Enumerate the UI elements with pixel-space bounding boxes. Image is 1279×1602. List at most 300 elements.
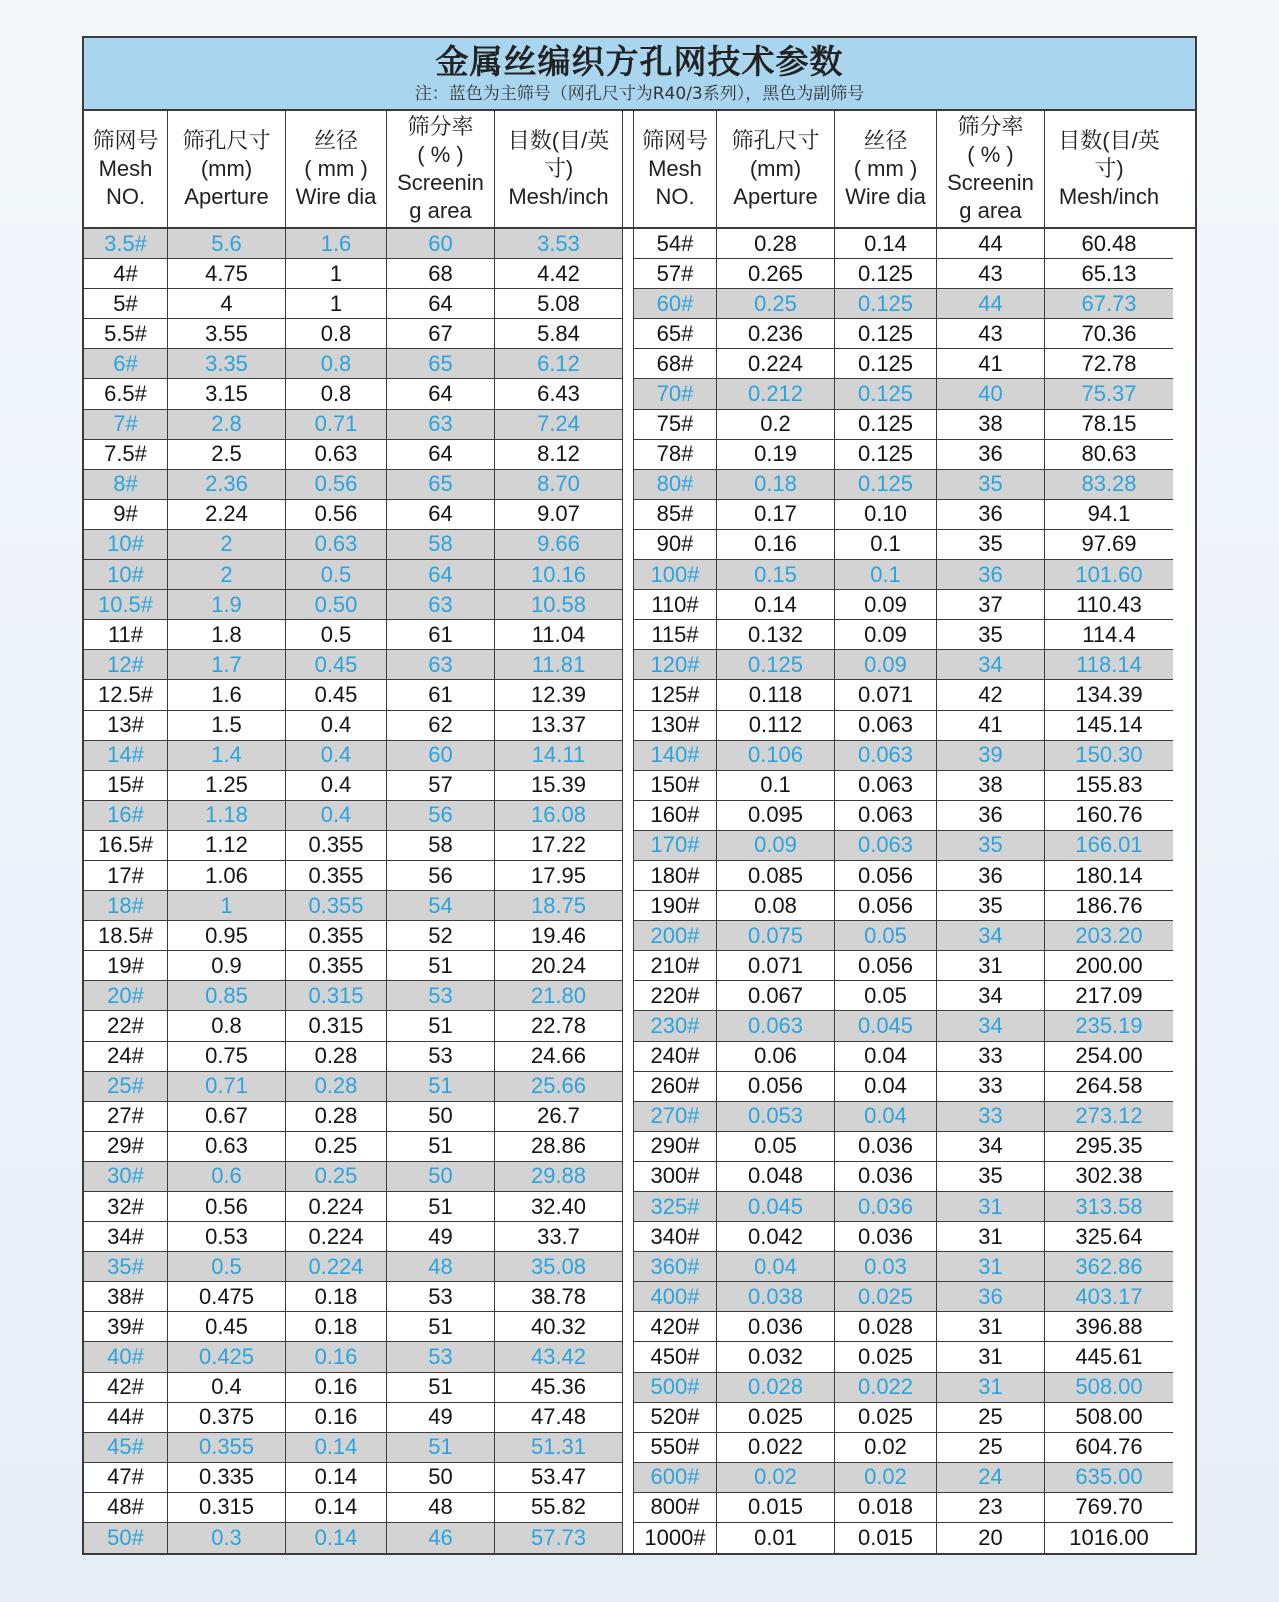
cell-mesh-per-inch: 60.48	[1045, 229, 1173, 258]
cell-aperture: 1.7	[168, 650, 286, 679]
cell-screening-area: 36	[937, 801, 1045, 830]
cell-screening-area: 31	[937, 1342, 1045, 1371]
cell-screening-area: 53	[387, 1282, 495, 1311]
header-left-aperture	[168, 111, 286, 227]
cell-screening-area: 51	[387, 1192, 495, 1221]
cell-screening-area: 36	[937, 500, 1045, 529]
cell-wire-dia: 0.63	[286, 530, 387, 559]
table-row	[634, 259, 1173, 289]
cell-mesh-no: 110#	[634, 590, 717, 619]
cell-wire-dia: 0.355	[286, 861, 387, 890]
table-row	[634, 1523, 1173, 1553]
cell-screening-area: 38	[937, 771, 1045, 800]
cell-wire-dia: 0.28	[286, 1102, 387, 1131]
cell-aperture: 0.265	[717, 259, 835, 288]
table-row	[634, 620, 1173, 650]
table-row	[84, 440, 623, 470]
cell-aperture: 1	[168, 891, 286, 920]
cell-screening-area: 61	[387, 680, 495, 709]
table-row	[634, 1403, 1173, 1433]
cell-aperture: 0.112	[717, 711, 835, 740]
cell-aperture: 0.63	[168, 1132, 286, 1161]
cell-wire-dia: 0.03	[835, 1252, 937, 1281]
cell-mesh-per-inch: 403.17	[1045, 1282, 1173, 1311]
table-row	[84, 349, 623, 379]
cell-mesh-per-inch: 5.08	[495, 289, 623, 318]
cell-mesh-per-inch: 235.19	[1045, 1011, 1173, 1040]
cell-aperture: 0.125	[717, 650, 835, 679]
cell-mesh-no: 12#	[84, 650, 168, 679]
cell-screening-area: 53	[387, 1342, 495, 1371]
cell-mesh-per-inch: 38.78	[495, 1282, 623, 1311]
cell-aperture: 0.5	[168, 1252, 286, 1281]
cell-mesh-no: 7#	[84, 410, 168, 439]
cell-aperture: 0.05	[717, 1132, 835, 1161]
cell-wire-dia: 0.05	[835, 921, 937, 950]
cell-mesh-per-inch: 57.73	[495, 1523, 623, 1553]
cell-wire-dia: 0.315	[286, 1011, 387, 1040]
cell-aperture: 0.28	[717, 229, 835, 258]
cell-mesh-no: 800#	[634, 1493, 717, 1522]
table-row	[84, 500, 623, 530]
table-row	[634, 1162, 1173, 1192]
table-row	[84, 319, 623, 349]
table-row	[84, 590, 623, 620]
cell-mesh-per-inch: 20.24	[495, 951, 623, 980]
cell-wire-dia: 0.045	[835, 1011, 937, 1040]
cell-mesh-per-inch: 4.42	[495, 259, 623, 288]
cell-aperture: 0.08	[717, 891, 835, 920]
cell-wire-dia: 0.16	[286, 1403, 387, 1432]
cell-screening-area: 35	[937, 891, 1045, 920]
table-row	[84, 289, 623, 319]
cell-screening-area: 64	[387, 560, 495, 589]
cell-wire-dia: 0.036	[835, 1162, 937, 1191]
cell-mesh-no: 200#	[634, 921, 717, 950]
cell-mesh-no: 34#	[84, 1222, 168, 1251]
cell-aperture: 2.36	[168, 470, 286, 499]
table-row	[84, 771, 623, 801]
cell-wire-dia: 0.09	[835, 590, 937, 619]
cell-mesh-per-inch: 21.80	[495, 981, 623, 1010]
cell-mesh-per-inch: 7.24	[495, 410, 623, 439]
cell-wire-dia: 0.4	[286, 741, 387, 770]
cell-aperture: 1.6	[168, 680, 286, 709]
cell-mesh-per-inch: 45.36	[495, 1373, 623, 1402]
cell-screening-area: 51	[387, 1072, 495, 1101]
cell-screening-area: 49	[387, 1403, 495, 1432]
cell-aperture: 0.71	[168, 1072, 286, 1101]
cell-wire-dia: 0.10	[835, 500, 937, 529]
cell-wire-dia: 0.8	[286, 379, 387, 408]
header-text: 筛分率	[957, 114, 1024, 139]
cell-mesh-per-inch: 295.35	[1045, 1132, 1173, 1161]
cell-wire-dia: 0.056	[835, 951, 937, 980]
cell-mesh-no: 47#	[84, 1463, 168, 1492]
cell-aperture: 0.1	[717, 771, 835, 800]
cell-mesh-per-inch: 17.22	[495, 831, 623, 860]
cell-aperture: 0.315	[168, 1493, 286, 1522]
cell-mesh-per-inch: 101.60	[1045, 560, 1173, 589]
cell-mesh-no: 6#	[84, 349, 168, 378]
cell-aperture: 0.14	[717, 590, 835, 619]
table-row	[634, 891, 1173, 921]
cell-mesh-no: 3.5#	[84, 229, 168, 258]
table-row	[84, 1373, 623, 1403]
cell-aperture: 2.5	[168, 440, 286, 469]
cell-mesh-no: 30#	[84, 1162, 168, 1191]
table-row	[634, 1042, 1173, 1072]
table-row	[84, 981, 623, 1011]
table-row	[84, 1011, 623, 1041]
cell-screening-area: 20	[937, 1523, 1045, 1553]
cell-mesh-no: 24#	[84, 1042, 168, 1071]
cell-screening-area: 50	[387, 1463, 495, 1492]
header-text: Mesh	[648, 156, 702, 181]
cell-aperture: 0.095	[717, 801, 835, 830]
cell-mesh-no: 42#	[84, 1373, 168, 1402]
cell-wire-dia: 0.025	[835, 1342, 937, 1371]
cell-mesh-per-inch: 166.01	[1045, 831, 1173, 860]
cell-mesh-no: 70#	[634, 379, 717, 408]
table-row	[84, 1102, 623, 1132]
cell-screening-area: 67	[387, 319, 495, 348]
sheet-header	[84, 38, 1195, 111]
cell-mesh-no: 54#	[634, 229, 717, 258]
cell-aperture: 0.028	[717, 1373, 835, 1402]
cell-mesh-per-inch: 24.66	[495, 1042, 623, 1071]
cell-aperture: 2.8	[168, 410, 286, 439]
table-row	[84, 620, 623, 650]
table-left-half	[84, 229, 623, 1553]
cell-aperture: 2	[168, 560, 286, 589]
cell-mesh-no: 12.5#	[84, 680, 168, 709]
cell-mesh-per-inch: 6.12	[495, 349, 623, 378]
cell-mesh-per-inch: 14.11	[495, 741, 623, 770]
cell-mesh-no: 450#	[634, 1342, 717, 1371]
table-row	[84, 801, 623, 831]
cell-aperture: 0.048	[717, 1162, 835, 1191]
cell-screening-area: 37	[937, 590, 1045, 619]
table-row	[84, 741, 623, 771]
table-row	[84, 1433, 623, 1463]
table-row	[84, 680, 623, 710]
cell-mesh-no: 130#	[634, 711, 717, 740]
cell-wire-dia: 0.224	[286, 1252, 387, 1281]
cell-mesh-no: 115#	[634, 620, 717, 649]
cell-wire-dia: 0.14	[286, 1523, 387, 1553]
cell-mesh-per-inch: 13.37	[495, 711, 623, 740]
table-row	[84, 1403, 623, 1433]
cell-aperture: 1.06	[168, 861, 286, 890]
cell-mesh-per-inch: 26.7	[495, 1102, 623, 1131]
header-text: Aperture	[184, 184, 269, 209]
cell-screening-area: 58	[387, 831, 495, 860]
table-row	[84, 379, 623, 409]
cell-mesh-no: 65#	[634, 319, 717, 348]
cell-screening-area: 57	[387, 771, 495, 800]
cell-aperture: 0.045	[717, 1192, 835, 1221]
cell-wire-dia: 0.4	[286, 711, 387, 740]
cell-aperture: 0.355	[168, 1433, 286, 1462]
cell-aperture: 0.25	[717, 289, 835, 318]
cell-wire-dia: 0.28	[286, 1042, 387, 1071]
cell-wire-dia: 0.14	[835, 229, 937, 258]
cell-mesh-per-inch: 40.32	[495, 1312, 623, 1341]
header-text: Wire dia	[295, 184, 377, 209]
cell-wire-dia: 0.125	[835, 410, 937, 439]
cell-mesh-no: 39#	[84, 1312, 168, 1341]
cell-wire-dia: 1	[286, 289, 387, 318]
cell-wire-dia: 0.02	[835, 1433, 937, 1462]
cell-wire-dia: 0.04	[835, 1102, 937, 1131]
cell-screening-area: 34	[937, 650, 1045, 679]
cell-mesh-no: 14#	[84, 741, 168, 770]
cell-screening-area: 51	[387, 1011, 495, 1040]
cell-mesh-per-inch: 22.78	[495, 1011, 623, 1040]
cell-wire-dia: 0.56	[286, 500, 387, 529]
cell-mesh-per-inch: 8.70	[495, 470, 623, 499]
cell-wire-dia: 0.355	[286, 891, 387, 920]
cell-mesh-no: 80#	[634, 470, 717, 499]
cell-screening-area: 64	[387, 379, 495, 408]
cell-wire-dia: 0.14	[286, 1463, 387, 1492]
table-row	[84, 650, 623, 680]
header-text: NO.	[105, 184, 146, 209]
header-text: g area	[959, 198, 1022, 223]
cell-mesh-no: 57#	[634, 259, 717, 288]
header-text: 寸)	[543, 156, 574, 181]
cell-aperture: 1.5	[168, 711, 286, 740]
cell-aperture: 0.4	[168, 1373, 286, 1402]
cell-mesh-per-inch: 5.84	[495, 319, 623, 348]
cell-mesh-per-inch: 325.64	[1045, 1222, 1173, 1251]
cell-mesh-no: 100#	[634, 560, 717, 589]
cell-mesh-per-inch: 94.1	[1045, 500, 1173, 529]
table-row	[84, 1252, 623, 1282]
cell-aperture: 0.75	[168, 1042, 286, 1071]
cell-aperture: 0.475	[168, 1282, 286, 1311]
cell-wire-dia: 0.025	[835, 1403, 937, 1432]
cell-screening-area: 33	[937, 1042, 1045, 1071]
cell-screening-area: 40	[937, 379, 1045, 408]
header-text: ( mm )	[853, 156, 918, 181]
cell-mesh-per-inch: 118.14	[1045, 650, 1173, 679]
cell-mesh-no: 50#	[84, 1523, 168, 1553]
cell-mesh-per-inch: 72.78	[1045, 349, 1173, 378]
cell-aperture: 0.6	[168, 1162, 286, 1191]
cell-screening-area: 62	[387, 711, 495, 740]
cell-mesh-per-inch: 47.48	[495, 1403, 623, 1432]
cell-mesh-no: 340#	[634, 1222, 717, 1251]
cell-aperture: 0.132	[717, 620, 835, 649]
cell-wire-dia: 0.063	[835, 741, 937, 770]
cell-mesh-no: 16#	[84, 801, 168, 830]
table-row	[84, 1192, 623, 1222]
table-row	[634, 981, 1173, 1011]
cell-aperture: 0.06	[717, 1042, 835, 1071]
cell-screening-area: 23	[937, 1493, 1045, 1522]
cell-mesh-no: 85#	[634, 500, 717, 529]
cell-mesh-per-inch: 273.12	[1045, 1102, 1173, 1131]
cell-aperture: 2.24	[168, 500, 286, 529]
cell-wire-dia: 0.45	[286, 680, 387, 709]
table-row	[84, 410, 623, 440]
cell-mesh-per-inch: 11.04	[495, 620, 623, 649]
header-text: 目数(目/英	[1058, 128, 1160, 153]
cell-mesh-no: 5.5#	[84, 319, 168, 348]
cell-screening-area: 65	[387, 470, 495, 499]
cell-wire-dia: 0.1	[835, 560, 937, 589]
cell-wire-dia: 0.125	[835, 289, 937, 318]
cell-screening-area: 63	[387, 410, 495, 439]
header-left-wire-dia	[286, 111, 387, 227]
cell-wire-dia: 0.036	[835, 1222, 937, 1251]
cell-mesh-no: 160#	[634, 801, 717, 830]
cell-mesh-per-inch: 3.53	[495, 229, 623, 258]
table-row	[634, 500, 1173, 530]
cell-wire-dia: 0.25	[286, 1162, 387, 1191]
cell-screening-area: 51	[387, 1132, 495, 1161]
cell-screening-area: 35	[937, 530, 1045, 559]
cell-mesh-no: 35#	[84, 1252, 168, 1281]
header-text: 筛孔尺寸	[182, 128, 271, 153]
table-row	[634, 1132, 1173, 1162]
cell-mesh-per-inch: 53.47	[495, 1463, 623, 1492]
cell-mesh-no: 10.5#	[84, 590, 168, 619]
cell-aperture: 0.375	[168, 1403, 286, 1432]
cell-mesh-per-inch: 43.42	[495, 1342, 623, 1371]
cell-wire-dia: 0.315	[286, 981, 387, 1010]
cell-wire-dia: 0.125	[835, 470, 937, 499]
spec-table	[84, 229, 1195, 1553]
cell-mesh-per-inch: 65.13	[1045, 259, 1173, 288]
cell-mesh-no: 420#	[634, 1312, 717, 1341]
header-text: ( % )	[967, 142, 1014, 167]
header-left-screening-area	[387, 111, 495, 227]
cell-aperture: 0.3	[168, 1523, 286, 1553]
cell-screening-area: 33	[937, 1072, 1045, 1101]
header-text: 筛孔尺寸	[731, 128, 820, 153]
header-text: 筛网号	[92, 128, 159, 153]
cell-aperture: 0.236	[717, 319, 835, 348]
cell-screening-area: 35	[937, 831, 1045, 860]
cell-aperture: 0.085	[717, 861, 835, 890]
cell-mesh-per-inch: 29.88	[495, 1162, 623, 1191]
cell-wire-dia: 0.355	[286, 831, 387, 860]
cell-wire-dia: 0.125	[835, 259, 937, 288]
table-row	[634, 590, 1173, 620]
cell-wire-dia: 0.09	[835, 650, 937, 679]
cell-aperture: 0.85	[168, 981, 286, 1010]
cell-wire-dia: 0.5	[286, 560, 387, 589]
table-row	[634, 711, 1173, 741]
table-row	[634, 1493, 1173, 1523]
cell-aperture: 0.056	[717, 1072, 835, 1101]
cell-screening-area: 34	[937, 1011, 1045, 1040]
cell-mesh-per-inch: 254.00	[1045, 1042, 1173, 1071]
table-row	[634, 1072, 1173, 1102]
cell-screening-area: 42	[937, 680, 1045, 709]
cell-aperture: 5.6	[168, 229, 286, 258]
cell-mesh-no: 13#	[84, 711, 168, 740]
cell-mesh-per-inch: 75.37	[1045, 379, 1173, 408]
cell-mesh-per-inch: 1016.00	[1045, 1523, 1173, 1553]
header-text: ( mm )	[304, 156, 368, 181]
cell-wire-dia: 0.063	[835, 801, 937, 830]
header-text: Aperture	[733, 184, 818, 209]
cell-screening-area: 34	[937, 1132, 1045, 1161]
cell-aperture: 0.036	[717, 1312, 835, 1341]
cell-wire-dia: 0.5	[286, 620, 387, 649]
cell-aperture: 0.025	[717, 1403, 835, 1432]
cell-screening-area: 65	[387, 349, 495, 378]
cell-aperture: 1.18	[168, 801, 286, 830]
cell-mesh-per-inch: 9.66	[495, 530, 623, 559]
cell-screening-area: 60	[387, 229, 495, 258]
cell-wire-dia: 0.125	[835, 440, 937, 469]
cell-aperture: 0.01	[717, 1523, 835, 1553]
cell-mesh-per-inch: 6.43	[495, 379, 623, 408]
cell-mesh-no: 25#	[84, 1072, 168, 1101]
cell-aperture: 4	[168, 289, 286, 318]
cell-wire-dia: 0.04	[835, 1072, 937, 1101]
cell-aperture: 1.9	[168, 590, 286, 619]
cell-aperture: 3.35	[168, 349, 286, 378]
table-row	[84, 921, 623, 951]
cell-mesh-per-inch: 313.58	[1045, 1192, 1173, 1221]
cell-wire-dia: 0.14	[286, 1493, 387, 1522]
cell-aperture: 1.25	[168, 771, 286, 800]
header-right-screening-area	[937, 111, 1045, 227]
header-text: NO.	[655, 184, 695, 209]
cell-screening-area: 31	[937, 1222, 1045, 1251]
cell-mesh-per-inch: 200.00	[1045, 951, 1173, 980]
cell-mesh-no: 220#	[634, 981, 717, 1010]
header-right-wire-dia	[835, 111, 937, 227]
cell-aperture: 0.56	[168, 1192, 286, 1221]
cell-mesh-no: 260#	[634, 1072, 717, 1101]
cell-wire-dia: 0.4	[286, 801, 387, 830]
cell-mesh-no: 32#	[84, 1192, 168, 1221]
cell-screening-area: 36	[937, 560, 1045, 589]
cell-mesh-per-inch: 25.66	[495, 1072, 623, 1101]
cell-mesh-per-inch: 12.39	[495, 680, 623, 709]
table-row	[84, 1523, 623, 1553]
cell-wire-dia: 0.036	[835, 1132, 937, 1161]
table-row	[634, 1282, 1173, 1312]
cell-screening-area: 64	[387, 500, 495, 529]
header-text: (mm)	[749, 156, 802, 181]
cell-mesh-per-inch: 55.82	[495, 1493, 623, 1522]
cell-wire-dia: 0.063	[835, 831, 937, 860]
cell-mesh-per-inch: 18.75	[495, 891, 623, 920]
cell-wire-dia: 0.09	[835, 620, 937, 649]
cell-wire-dia: 0.16	[286, 1342, 387, 1371]
cell-screening-area: 54	[387, 891, 495, 920]
cell-screening-area: 50	[387, 1162, 495, 1191]
cell-aperture: 0.038	[717, 1282, 835, 1311]
cell-mesh-no: 600#	[634, 1463, 717, 1492]
cell-wire-dia: 0.036	[835, 1192, 937, 1221]
cell-wire-dia: 0.025	[835, 1282, 937, 1311]
cell-aperture: 0.118	[717, 680, 835, 709]
cell-screening-area: 36	[937, 1282, 1045, 1311]
cell-mesh-per-inch: 78.15	[1045, 410, 1173, 439]
header-text: 筛网号	[641, 128, 708, 153]
cell-mesh-per-inch: 155.83	[1045, 771, 1173, 800]
cell-aperture: 0.335	[168, 1463, 286, 1492]
